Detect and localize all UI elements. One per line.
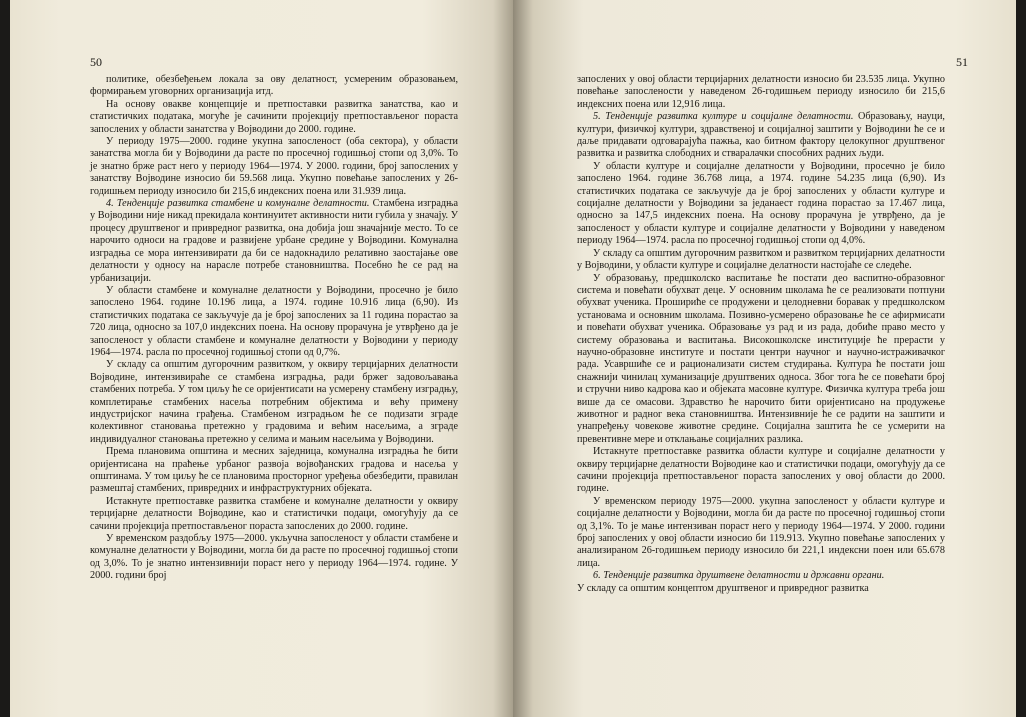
paragraph-text: Према плановима општина и месних заједница, комунална изградња ће бити оријентисана на праћење урбаног развоја војвођанских градова и насеља у општинама. У том циљу ће се плановима просторног уређења обезбедити, правилан размештај стамбених, привредних и инфраструктурних објеката.	[90, 446, 458, 495]
paragraph-text: Истакнуте претпоставке развитка стамбене и комуналне делатности у оквиру терцијарне делатности Војводине, као и статистички подаци, омогућују да се сачини пројекција претпостављеног пораста запослених до 2000. године.	[90, 495, 458, 532]
right-page	[513, 0, 1016, 717]
paragraph-text: У складу са општим дугорочним развитком и развитком терцијарних делатности у Војводини, у области културе и социјалне делатности настојаће се следеће.	[577, 247, 945, 272]
paragraph	[90, 533, 458, 583]
paragraph	[577, 74, 945, 111]
paragraph	[577, 496, 945, 570]
paragraph-text: У области стамбене и комуналне делатности у Војводини, просечно је било запослено 1964. године 10.196 лица, а 1974. године 10.916 лица (6,90). Из статистичких података се закључује да је број запослених за 11 година порастао за 720 лица, односно за 107,0 индексних поена. На основу прорачуна је утврђено да је запосленост у области стамбене и комуналне делатности у Војводини у периоду 1964—1974. расла по просечној годишњој стопи од 0,7%.	[90, 284, 458, 358]
page-number: 50	[90, 55, 102, 69]
paragraph	[90, 99, 458, 136]
paragraph-text: У образовању, предшколско васпитање ће постати део васпитно-образовног система и повећати обухват деце. У основним школама ће се реализовати потпуни обухват ученика. Прошириће се продужени и целодневни боравак у предшколском установама и основним школама. Позивно-усмерено образовање ће се афирмисати и повећати обухват ученика. Образовање уз рад и из рада, добиће право место у систему образовања и васпитања. Високошколске институције ће прерасти у научно-образовне институте и постати центри научног и научно-истраживачког рада. Усавршиће се и рационализати систем студирања. Култура ће постати још снажнији чинилац хуманизације друштвених односа. Због тога ће се повећати број и стручни ниво кадрова као и објеката масовне културе. Физичка култура треба још више да се омасови. Здравство ће нарочито бити оријентисано на продужење животног и радног века становништва. Интензивније ће се радити на заштити и унапређењу човекове животне средине. Социјална заштита ће се усмерити на превентивне мере и отклањање социјалних разлика.	[577, 272, 945, 445]
section-heading: 4. Тенденције развитка стамбене и комуналне делатности.	[106, 198, 370, 210]
section-heading: 6. Тенденције развитка друштвене делатности и државни органи.	[593, 570, 885, 582]
paragraph	[90, 136, 458, 198]
paragraph	[90, 446, 458, 496]
paragraph-text: Образовању, науци, култури, физичкој култури, здравственој и социјалној заштити у Војводини ће се и даље придавати одговарајућа пажња, као битном фактору целокупног друштвеног развитка и развитка слободних и стваралачки способних радних људи.	[577, 111, 945, 160]
page-text	[90, 74, 458, 583]
section-heading: 5. Тенденције развитка културе и социјалне делатности.	[593, 111, 854, 123]
paragraph	[577, 570, 945, 582]
paragraph	[90, 198, 458, 285]
paragraph	[90, 359, 458, 446]
page-text	[577, 74, 945, 595]
page-number: 51	[956, 55, 968, 69]
paragraph	[90, 285, 458, 359]
paragraph	[90, 74, 458, 99]
paragraph-text: У области културе и социјалне делатности у Војводини, просечно је било запослено 1964. године 36.768 лица, а 1974. године 54.235 лица (6,90). Из статистичких података се закључује да је број запослених у области културе и социјалне делатности у Војводини за једанаест година порастао за 17.467 лица, односно за 147,5 индексних поена. На основу прорачуна је утврђено, да је запосленост у области културе и социјалне делатности у Војводини у наведеном периоду 1964—1974. расла по просечној годишњој стопи од 4,0%.	[577, 160, 945, 247]
paragraph	[577, 111, 945, 161]
paragraph-text: На основу овакве концепције и претпоставки развитка занатства, као и статистичких података, могуће је сачинити пројекцију претпостављеног пораста запослених у области занатства у Војводини до 2000. године.	[90, 98, 458, 135]
left-page	[10, 0, 513, 717]
paragraph-text: запослених у овој области терцијарних делатности износио би 23.535 лица. Укупно повећање запослености у наведеном 26-годишњем периоду износило би 215,6 индексних поена или 12,916 лица.	[577, 74, 945, 110]
paragraph-text: У складу са општим концептом друштвеног и привредног развитка	[577, 582, 869, 594]
paragraph-text: политике, обезбеђењем локала за ову делатност, усмереним образовањем, формирањем уговорних организација итд.	[90, 74, 458, 98]
paragraph-text: У временском раздобљу 1975—2000. укључна запосленост у области стамбене и комуналне делатности у Војводини, могла би да расте по просечној годишњој стопи од 3,0%. То је знатно интензивнији пораст него у периоду 1964—1974. године. У 2000. години број	[90, 533, 458, 582]
paragraph-text: Стамбена изградња у Војводини није никад прекидала континуитет активности нити губила у значају. У процесу друштвеног и привредног развитка, она добија још значајније место. То се нарочито односи на градове и развијене урбане средине у Војводини. Комунална изградња се мора интензивирати да би се надокнадило релативно заостајање ове делатности у односу на нарасле потребе становништва. Посебно ће се рад на урбанизацији.	[90, 198, 458, 284]
paragraph	[90, 496, 458, 533]
paragraph-text: Истакнуте претпоставке развитка области културе и социјалне делатности у оквиру терцијарне делатности Војводине као и статистички подаци, омогућују да се сачини пројекција претпостављеног пораста запослених у овој области до 2000. године.	[577, 446, 945, 495]
book-spread	[10, 0, 1016, 717]
paragraph	[577, 273, 945, 447]
paragraph	[577, 446, 945, 496]
paragraph	[577, 161, 945, 248]
paragraph-text: У временском периоду 1975—2000. укупна запосленост у области културе и социјалне делатности у Војводини, могла би да расте по просечној годишњој стопи од 3,1%. То је мање интензиван пораст него у периоду 1964—1974. У 2000. години број запослених у овој области износио би 119.913. Укупно повећање запослених у анализираном 26-годишњем периоду износило би 221,1 индексни поен или 65.678 лица.	[577, 495, 945, 569]
paragraph-text: У складу са општим дугорочним развитком, у оквиру терцијарних делатности Војводине, интензивираће се стамбена изградња, ради бржег задовољавања стамбених потреба. У том циљу ће се оријентисати на усмерену стамбену изградњу, комплетирање стамбених насеља потребним објектима и већу примену индустријског начина грађења. Стамбеном изградњом ће се подизати зграде колективног становања претежно у градовима и већим насељима, а зграде индивидуалног становања претежно у селима и мањим насељима у Војводини.	[90, 359, 458, 445]
paragraph-text: У периоду 1975—2000. године укупна запосленост (оба сектора), у области занатства могла би у Војводини да расте по просечној годишњој стопи од 3,0%. То је знатно брже раст него у периоду 1964—1974. У 2000. години, број запослених у занатству Војводине износио би 59.568 лица. Укупно повећање запослених у 26-годишњем периоду износило би 215,6 индексних поена или 31.939 лица.	[90, 136, 458, 197]
paragraph	[577, 248, 945, 273]
paragraph	[577, 583, 945, 595]
